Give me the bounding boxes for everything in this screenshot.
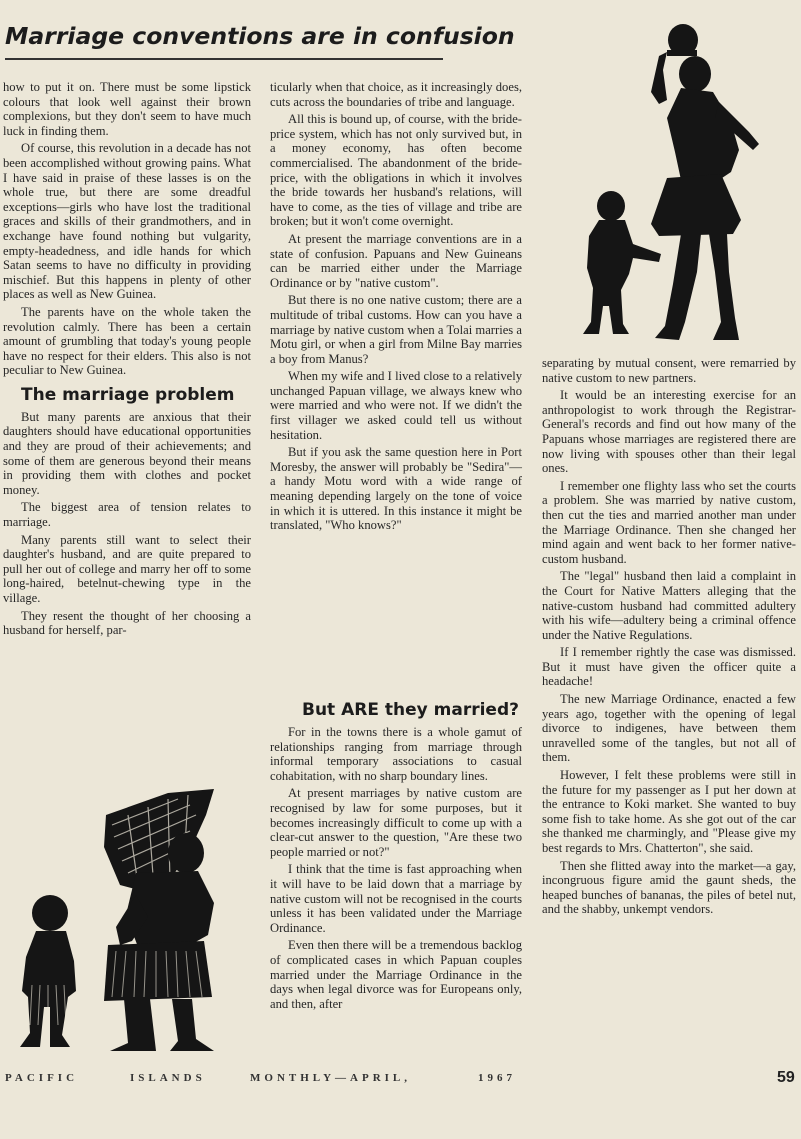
paragraph: When my wife and I lived close to a relatively unchanged Papuan village, we always knew who were married and who were not. If we didn't the first villager we asked could tell us without hesitation.	[270, 369, 522, 442]
column-1	[3, 80, 251, 641]
footer-word: ISLANDS	[130, 1072, 206, 1084]
footer-word: MONTHLY—APRIL,	[250, 1072, 412, 1084]
paragraph: separating by mutual consent, were remarried by native custom to new partners.	[542, 356, 796, 385]
silhouette-woman-netbag-illustration	[8, 785, 258, 1053]
article-headline: Marriage conventions are in confusion	[5, 22, 515, 50]
footer-year: 1967	[478, 1072, 516, 1084]
column-2	[270, 80, 522, 536]
subhead-marriage-problem: The marriage problem	[21, 384, 235, 405]
paragraph: At present marriages by native custom are recognised by law for some purposes, but it becomes increasingly difficult to come up with a clear-cut answer to the question, "Are these two people married or not?"	[270, 786, 522, 859]
page-footer	[0, 1069, 801, 1092]
paragraph: But many parents are anxious that their daughters should have educational opportunities and they are proud of their achievements; and some of them are generous beyond their means in providing them with clothes and pocket money.	[3, 409, 251, 497]
paragraph: But there is no one native custom; there are a multitude of tribal customs. How can you have a marriage by native custom when a Tolai marries a Motu girl, or when a girl from Milne Bay marries a boy from Manus?	[270, 293, 522, 366]
paragraph: At present the marriage conventions are in a state of confusion. Papuans and New Guineans can be married either under the Marriage Ordinance or by "native custom".	[270, 231, 522, 290]
paragraph: If I remember rightly the case was dismissed. But it must have given the officer quite a headache!	[542, 645, 796, 689]
paragraph: Then she flitted away into the market—a gay, incongruous figure amid the gaunt sheds, the heaped bunches of bananas, the piles of betel nut, and the shabby, unkempt vendors.	[542, 858, 796, 917]
headline-rule	[5, 58, 443, 60]
paragraph: how to put it on. There must be some lipstick colours that look well against their brown complexions, but they don't seem to have much luck in finding them.	[3, 80, 251, 138]
paragraph: I think that the time is fast approaching when it will have to be laid down that a marriage by native custom will not be recognised in the courts unless it has been validated under the Marriage Ordinance.	[270, 862, 522, 935]
paragraph: Even then there will be a tremendous backlog of complicated cases in which Papuan couples married under the Marriage Ordinance in the days when legal divorce was for Europeans only, and then, after	[270, 938, 522, 1011]
paragraph: Of course, this revolution in a decade has not been accomplished without growing pains. What I have said in praise of these lasses is on the whole true, but there are some dreadful exceptions—girls who have lost the traditional graces and skills of their grandmothers, and in exchange have found nothing but vulgarity, empty-headedness, and idle hands for which Satan seems to have no difficulty in providing mischief. But this happens in plenty of other places as well as New Guinea.	[3, 141, 251, 302]
subhead-are-they-married: But ARE they married?	[302, 700, 519, 720]
silhouette-woman-child-illustration	[563, 22, 795, 344]
column-2-continued	[270, 699, 522, 1014]
paragraph: They resent the thought of her choosing a husband for herself, par-	[3, 608, 251, 638]
paragraph: For in the towns there is a whole gamut of relationships ranging from marriage through informal temporary associations to casual cohabitation, with no sharp boundary lines.	[270, 725, 522, 783]
paragraph: But if you ask the same question here in Port Moresby, the answer will probably be "Sedira"—a handy Motu word with a wide range of meaning depending largely on the tone of voice in which it is uttered. In this instance it might be translated, "Who knows?"	[270, 445, 522, 533]
paragraph: All this is bound up, of course, with the bride-price system, which has not only survived but, in a money economy, has often become commercialised. The abandonment of the bride-price, with the obligations in which it involves the bride towards her husband's relations, will have to come, as the ties of village and tribe are broken; but it won't come overnight.	[270, 112, 522, 229]
paragraph: Many parents still want to select their daughter's husband, and are quite prepared to pull her out of college and marry her off to some long-haired, betelnut-chewing type in the village.	[3, 532, 251, 605]
footer-word: PACIFIC	[5, 1072, 79, 1084]
paragraph: The biggest area of tension relates to marriage.	[3, 500, 251, 530]
column-3	[542, 356, 796, 920]
paragraph: The new Marriage Ordinance, enacted a few years ago, together with the opening of legal divorce to indigenes, have between them unravelled some of the tangles, but not all of them.	[542, 692, 796, 765]
paragraph: ticularly when that choice, as it increasingly does, cuts across the boundaries of tribe and language.	[270, 80, 522, 109]
paragraph: The parents have on the whole taken the revolution calmly. There has been a certain amount of grumbling that today's young people have no respect for their elders. This also is not peculiar to New Guinea.	[3, 304, 251, 378]
page-number: 59	[777, 1069, 795, 1086]
paragraph: I remember one flighty lass who set the courts a problem. She was married by native custom, then cut the ties and married another man under the Marriage Ordinance. Then she changed her mind again and went back to her former native-custom husband.	[542, 478, 796, 566]
paragraph: The "legal" husband then laid a complaint in the Court for Native Matters alleging that the native-custom husband had committed adultery with his wife—adultery being a criminal offence under the Native Regulations.	[542, 569, 796, 642]
paragraph: It would be an interesting exercise for an anthropologist to work through the Registrar-General's records and find out how many of the Papuans whose marriages are registered there are now living with spouses other than their legal ones.	[542, 388, 796, 476]
paragraph: However, I felt these problems were still in the future for my passenger as I put her down at the entrance to Koki market. She wanted to buy some fish to take home. As she got out of the car she thanked me charmingly, and "Please give my best regards to Mrs. Chatterton", she said.	[542, 768, 796, 855]
